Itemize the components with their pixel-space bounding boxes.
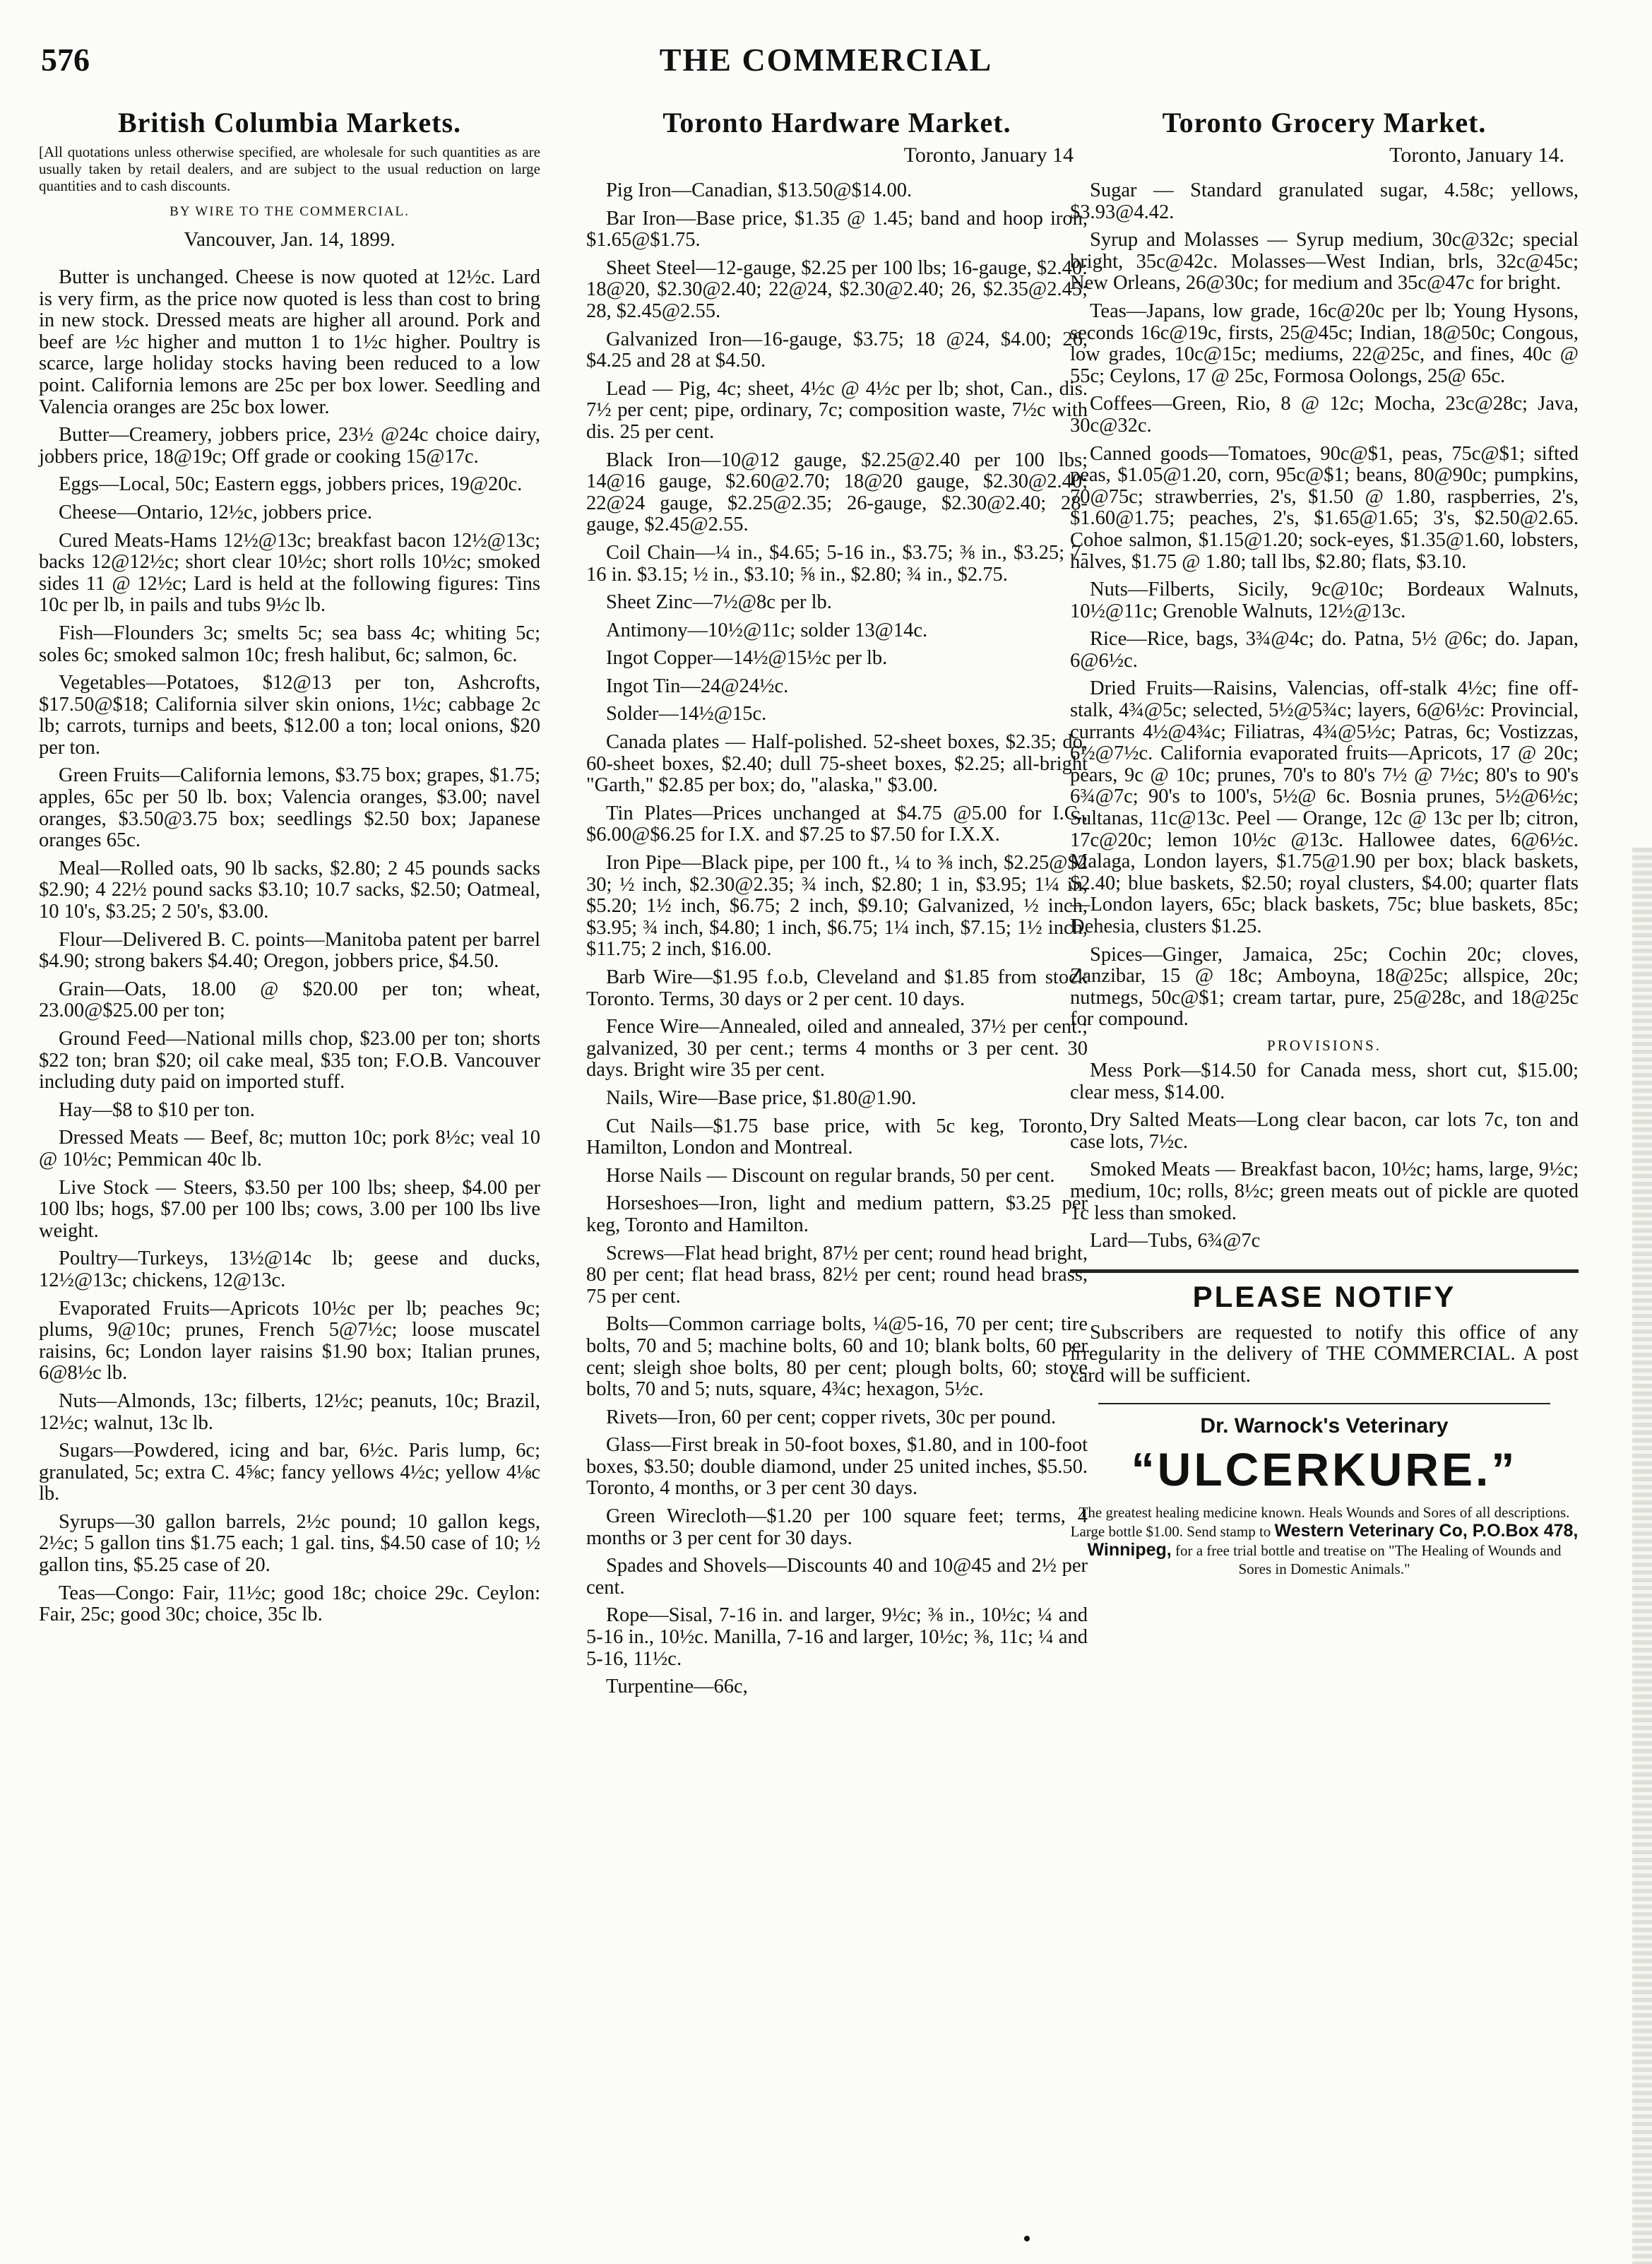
th-para: Galvanized Iron—16-gauge, $3.75; 18 @24, $4.00; 26, $4.25 and 28 at $4.50. [586, 328, 1088, 372]
bc-para: Hay—$8 to $10 per ton. [59, 1098, 255, 1121]
th-para: Sheet Zinc—7½@8c per lb. [606, 591, 832, 614]
th-para: Rope—Sisal, 7-16 in. and larger, 9½c; ⅜ in., 10½c; ¼ and 5-16 in., 10½c. Manilla, 7-16 and larger, 10½c; ⅜, 11c; ¼ and 5-16, 11½c. [586, 1604, 1088, 1670]
th-para: Screws—Flat head bright, 87½ per cent; round head bright, 80 per cent; flat head brass, 82½ per cent; round head brass, 75 per cent. [586, 1242, 1088, 1308]
bc-para: Teas—Congo: Fair, 11½c; good 18c; choice 29c. Ceylon: Fair, 25c; good 30c; choice, 35c lb. [39, 1582, 540, 1626]
bc-para: Butter—Creamery, jobbers price, 23½ @24c choice dairy, jobbers price, 18@19c; Off grade or cooking 15@17c. [39, 424, 540, 468]
th-para: Fence Wire—Annealed, oiled and annealed, 37½ per cent.; galvanized, 30 per cent.; terms 4 months or 3 per cent. 30 days. Bright wire 35 per cent. [586, 1016, 1088, 1081]
th-para: Cut Nails—$1.75 base price, with 5c keg, Toronto, Hamilton, London and Montreal. [586, 1115, 1088, 1159]
ulcerkure-ad [1070, 1414, 1579, 1578]
journal-title: THE COMMERCIAL [659, 42, 993, 78]
bc-para: Flour—Delivered B. C. points—Manitoba patent per barrel $4.90; strong bakers $4.40; Oregon, jobbers price, $4.50. [39, 928, 540, 973]
th-paragraphs [586, 180, 1088, 1698]
tg-para: Canned goods—Tomatoes, 90c@$1, peas, 75c@$1; sifted peas, $1.05@1.20, corn, 95c@$1; beans, 80@90c; pumpkins, 70@75c; strawberries, 2's, $1.50 @ 1.80, raspberries, 2's, $1.60@1.75; peaches, 2's, $1.65@1.65; 3's, $2.50@2.65. Cohoe salmon, $1.15@1.20; sock-eyes, $1.35@1.60, lobsters, halves, $1.75 @ 1.80; tall lbs, $2.80; flats, $3.10. [1070, 442, 1579, 573]
bc-para: Cured Meats-Hams 12½@13c; breakfast bacon 12½@13c; backs 12@12½c; short clear 10½c; short rolls 10½c; smoked sides 11 @ 12½c; Lard is held at the following figures: Tins 10c per lb, in pails and tubs 9½c lb. [39, 529, 540, 617]
ink-dot [1024, 2236, 1030, 2241]
bc-para: Nuts—Almonds, 13c; filberts, 12½c; peanuts, 10c; Brazil, 12½c; walnut, 13c lb. [39, 1389, 540, 1434]
bc-dateline: Vancouver, Jan. 14, 1899. [184, 228, 396, 251]
provisions-para: Dry Salted Meats—Long clear bacon, car lots 7c, ton and case lots, 7½c. [1070, 1109, 1579, 1153]
ad-company: Western Veterinary Co, P.O.Box 478, Winnipeg, [1087, 1520, 1579, 1560]
bc-by-wire: BY WIRE TO THE COMMERCIAL. [170, 204, 410, 219]
th-para: Ingot Tin—24@24½c. [606, 675, 789, 697]
bc-para: Butter is unchanged. Cheese is now quoted at 12½c. Lard is very firm, as the price now quoted is less than cost to bring in new stock. Dressed meats are higher all around. Pork and beef are ½c higher and mutton 1 to 1½c higher. Poultry is scarce, large holiday stocks having been reduced to a low point. California lemons are 25c per box lower. Seedling and Valencia oranges are 25c box lower. [39, 266, 540, 418]
bc-title: British Columbia Markets. [117, 107, 462, 138]
ad-product-name: “ULCERKURE.” [1131, 1442, 1518, 1495]
th-para: Bolts—Common carriage bolts, ¼@5-16, 70 per cent; tire bolts, 70 and 5; machine bolts, 60 and 10; blank bolts, 60 per cent; sleigh shoe bolts, 80 per cent; plough bolts, 60; stove bolts, 70 and 5; nuts, square, 4¾c; hexagon, 5½c. [586, 1313, 1088, 1401]
th-para: Canada plates — Half-polished. 52-sheet boxes, $2.35; do, 60-sheet boxes, $2.40; dull 75-sheet boxes, $2.25; all-bright "Garth," $2.85 per box; do, "alaska," $3.00. [586, 731, 1088, 797]
tg-paragraphs [1070, 180, 1579, 1031]
tg-para: Dried Fruits—Raisins, Valencias, off-stalk 4½c; fine off-stalk, 4¾@5c; selected, 5½@5¾c; layers, 6@6½c: Provincial, currants 4½@4¾c; Filiatras, 4¾@5½c; Patras, 6c; Vostizzas, 6½@7½c. California evaporated fruits—Apricots, 17 @ 20c; pears, 9c @ 10c; prunes, 70's to 80's 7½ @ 7½c; 80's to 90's 6¾@7c; 90's to 100's, 5½@ 6c. Bosnia prunes, 5½@6½c; Sultanas, 11c@13c. Peel — Orange, 12c @ 13c per lb; citron, 17c@20c; lemon 10½c @13c. Hallowee dates, 6@6½c. Malaga, London layers, $1.75@1.90 per box; black baskets, $2.40; blue baskets, $2.50; royal clusters, $4.00; quarter flats—London layers, 65c; black baskets, 75c; blue baskets, 85c; Dehesia, clusters $1.25. [1070, 677, 1579, 937]
th-para: Antimony—10½@11c; solder 13@14c. [606, 619, 928, 641]
th-para: Lead — Pig, 4c; sheet, 4½c @ 4½c per lb; shot, Can., dis. 7½ per cent; pipe, ordinary, 7c; composition waste, 7½c with dis. 25 per cent. [586, 377, 1088, 443]
ad-divider [1098, 1403, 1550, 1404]
ad-body [1070, 1503, 1579, 1578]
bc-para: Sugars—Powdered, icing and bar, 6½c. Paris lump, 6c; granulated, 5c; extra C. 4⅝c; fancy yellows 4½c; yellow 4⅛c lb. [39, 1440, 540, 1505]
th-para: Green Wirecloth—$1.20 per 100 square feet; terms, 4 months or 3 per cent for 30 days. [586, 1505, 1088, 1549]
divider-rule [1070, 1269, 1579, 1273]
th-para: Sheet Steel—12-gauge, $2.25 per 100 lbs; 16-gauge, $2.40: 18@20, $2.30@2.40; 22@24, $2.30@2.40; 26, $2.35@2.45; 28, $2.45@2.55. [586, 256, 1088, 322]
notify-title: PLEASE NOTIFY [1192, 1279, 1456, 1313]
th-para: Coil Chain—¼ in., $4.65; 5-16 in., $3.75; ⅜ in., $3.25; 7-16 in. $3.15; ½ in., $3.10; ⅝ in., $2.80; ¾ in., $2.75. [586, 541, 1088, 586]
bc-para: Ground Feed—National mills chop, $23.00 per ton; shorts $22 ton; bran $20; oil cake meal, $35 ton; F.O.B. Vancouver including duty paid on imported stuff. [39, 1028, 540, 1094]
bc-para: Green Fruits—California lemons, $3.75 box; grapes, $1.75; apples, 65c per 50 lb. box; Valencia oranges, $3.00; navel oranges, $3.50@3.75 box; seedlings $2.50 box; Japanese oranges 65c. [39, 764, 540, 852]
tg-para: Nuts—Filberts, Sicily, 9c@10c; Bordeaux Walnuts, 10½@11c; Grenoble Walnuts, 12½@13c. [1070, 579, 1579, 622]
th-para: Turpentine—66c, [606, 1676, 748, 1698]
bc-para: Eggs—Local, 50c; Eastern eggs, jobbers prices, 19@20c. [59, 473, 523, 496]
page-edge-shadow [1632, 848, 1652, 2264]
tg-para: Coffees—Green, Rio, 8 @ 12c; Mocha, 23c@28c; Java, 30c@32c. [1070, 393, 1579, 437]
provisions-heading: PROVISIONS. [1267, 1036, 1381, 1054]
tg-para: Syrup and Molasses — Syrup medium, 30c@32c; special bright, 35c@42c. Molasses—West Indian, brls, 32c@45c; New Orleans, 26@30c; for medium and 35c@47c for bright. [1070, 229, 1579, 295]
th-dateline: Toronto, January 14 [903, 143, 1074, 167]
tg-para: Rice—Rice, bags, 3¾@4c; do. Patna, 5½ @6c; do. Japan, 6@6½c. [1070, 628, 1579, 672]
provisions-para: Lard—Tubs, 6¾@7c [1090, 1230, 1261, 1252]
th-para: Spades and Shovels—Discounts 40 and 10@45 and 2½ per cent. [586, 1555, 1088, 1599]
tg-para: Spices—Ginger, Jamaica, 25c; Cochin 20c; cloves, Zanzibar, 15 @ 18c; Amboyna, 18@25c; allspice, 20c; nutmegs, 50c@$1; cream tartar, pure, 25@28c, and 18@25c for compound. [1070, 943, 1579, 1031]
column-british-columbia [39, 106, 540, 1632]
th-para: Black Iron—10@12 gauge, $2.25@2.40 per 100 lbs; 14@16 gauge, $2.60@2.70; 18@20 gauge, $2.30@2.40; 22@24 gauge, $2.25@2.35; 26-gauge, $2.30@2.40; 28-gauge, $2.45@2.55. [586, 449, 1088, 536]
bc-para: Cheese—Ontario, 12½c, jobbers price. [59, 501, 372, 523]
th-para: Horseshoes—Iron, light and medium pattern, $3.25 per keg, Toronto and Hamilton. [586, 1192, 1088, 1236]
tg-title: Toronto Grocery Market. [1162, 107, 1487, 138]
th-para: Nails, Wire—Base price, $1.80@1.90. [606, 1086, 917, 1109]
ad-body-b: for a free trial bottle and treatise on "The Healing of Wounds and Sores in Domestic Animals." [1175, 1541, 1562, 1577]
tg-para: Sugar — Standard granulated sugar, 4.58c; yellows, $3.93@4.42. [1070, 179, 1579, 223]
ad-body-a: The greatest healing medicine known. Heals Wounds and Sores of all descriptions. Large bottle $1.00. Send stamp to [1070, 1503, 1570, 1540]
tg-para: Teas—Japans, low grade, 16c@20c per lb; Young Hysons, seconds 16c@19c, firsts, 25@45c; Indian, 18@50c; Congous, low grades, 10c@15c; mediums, 22@25c, and fines, 40c @ 55c; Ceylons, 17 @ 25c, Formosa Oolongs, 25@ 65c. [1070, 300, 1579, 387]
page-header [0, 41, 1652, 83]
notify-body: Subscribers are requested to notify this office of any irregularity in the delivery of THE COMMERCIAL. A post card will be sufficient. [1070, 1321, 1579, 1387]
bc-para: Poultry—Turkeys, 13½@14c lb; geese and ducks, 12½@13c; chickens, 12@13c. [39, 1247, 540, 1291]
page-number: 576 [41, 42, 90, 78]
bc-para: Fish—Flounders 3c; smelts 5c; sea bass 4c; whiting 5c; soles 6c; smoked salmon 10c; fresh halibut, 6c; salmon, 6c. [39, 622, 540, 666]
bc-para: Evaporated Fruits—Apricots 10½c per lb; peaches 9c; plums, 9@10c; prunes, French 5@7½c; loose muscatel raisins, 6c; London layer raisins $1.90 box; Italian prunes, 6@8½c lb. [39, 1297, 540, 1385]
provisions-paragraphs [1070, 1060, 1579, 1252]
provisions-para: Mess Pork—$14.50 for Canada mess, short cut, $15.00; clear mess, $14.00. [1070, 1059, 1579, 1103]
bc-para: Grain—Oats, 18.00 @ $20.00 per ton; wheat, 23.00@$25.00 per ton; [39, 978, 540, 1022]
th-para: Ingot Copper—14½@15½c per lb. [606, 647, 888, 670]
column-toronto-hardware [586, 106, 1088, 1705]
bc-para: Vegetables—Potatoes, $12@13 per ton, Ashcrofts, $17.50@$18; California silver skin onions, 1½c; cabbage 2c lb; carrots, turnips and beets, $12.00 a ton; local onions, $20 per ton. [39, 672, 540, 759]
th-para: Horse Nails — Discount on regular brands, 50 per cent. [606, 1164, 1055, 1187]
bc-note: [All quotations unless otherwise specified, are wholesale for such quantities as are usually taken by retail dealers, and are subject to the usual reduction on large quantities and to cash discounts. [39, 143, 540, 194]
th-title: Toronto Hardware Market. [662, 107, 1011, 138]
th-para: Barb Wire—$1.95 f.o.b, Cleveland and $1.85 from stock Toronto. Terms, 30 days or 2 per cent. 10 days. [586, 966, 1088, 1010]
th-para: Pig Iron—Canadian, $13.50@$14.00. [606, 179, 913, 201]
ad-line1: Dr. Warnock's Veterinary [1200, 1413, 1449, 1438]
th-para: Bar Iron—Base price, $1.35 @ 1.45; band and hoop iron, $1.65@$1.75. [586, 207, 1088, 251]
bc-para: Meal—Rolled oats, 90 lb sacks, $2.80; 2 45 pounds sacks $2.90; 4 22½ pound sacks $3.10; 10.7 sacks, $2.50; Oatmeal, 10 10's, $3.25; 2 50's, $3.00. [39, 857, 540, 923]
bc-para: Dressed Meats — Beef, 8c; mutton 10c; pork 8½c; veal 10 @ 10½c; Pemmican 40c lb. [39, 1127, 540, 1170]
th-para: Rivets—Iron, 60 per cent; copper rivets, 30c per pound. [606, 1406, 1057, 1428]
th-para: Iron Pipe—Black pipe, per 100 ft., ¼ to ⅜ inch, $2.25@$2 30; ½ inch, $2.30@2.35; ¾ inch, $2.80; 1 in, $3.95; 1¼ in, $5.20; 1½ inch, $6.75; 2 inch, $9.10; Galvanized, ½ inch, $3.95; ¾ inch, $4.80; 1 inch, $6.75; 1¼ inch, $7.15; 1½ inch, $11.75; 2 inch, $16.00. [586, 852, 1088, 961]
tg-dateline: Toronto, January 14. [1389, 143, 1564, 167]
column-toronto-grocery [1070, 106, 1579, 1578]
bc-paragraphs [39, 267, 540, 1626]
th-para: Tin Plates—Prices unchanged at $4.75 @5.00 for I.C., $6.00@$6.25 for I.X. and $7.25 to $7.50 for I.X.X. [586, 802, 1088, 846]
provisions-para: Smoked Meats — Breakfast bacon, 10½c; hams, large, 9½c; medium, 10c; rolls, 8½c; green meats out of pickle are quoted 1c less than smoked. [1070, 1158, 1579, 1224]
th-para: Glass—First break in 50-foot boxes, $1.80, and in 100-foot boxes, $3.50; double diamond, under 25 united inches, $5.50. Toronto, 4 months, or 3 per cent 30 days. [586, 1434, 1088, 1500]
bc-para: Syrups—30 gallon barrels, 2½c pound; 10 gallon kegs, 2½c; 5 gallon tins $1.75 each; 1 gal. tins, $4.50 case of 10; ½ gallon tins, $5.25 case of 20. [39, 1510, 540, 1577]
bc-para: Live Stock — Steers, $3.50 per 100 lbs; sheep, $4.00 per 100 lbs; hogs, $7.00 per 100 lbs; cows, 3.00 per 100 lbs live weight. [39, 1176, 540, 1242]
th-para: Solder—14½@15c. [606, 703, 767, 725]
